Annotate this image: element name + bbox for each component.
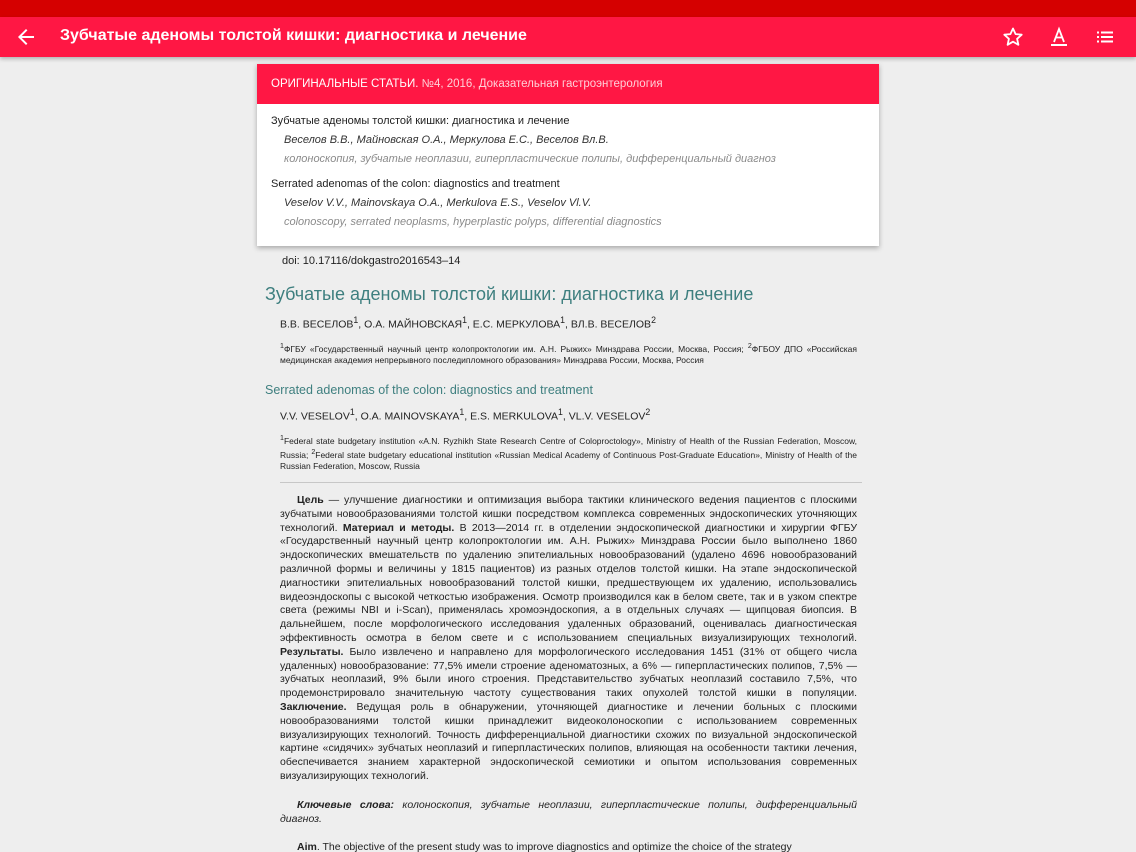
abstract-en-start: Aim. The objective of the present study was to improve diagnostics and optimize the choice of the strategy <box>297 841 792 852</box>
article-body <box>265 255 857 852</box>
en-affiliation: $^1$Federal state budgetary institution «A.N. Ryzhikh State Research Centre of Coloproctology», Ministry of Health of the Russian Federation, Moscow, Russia; $^2$Federal state budgetary educational institution «Russian Medical Academy of Continuous Post-Graduate Education», Ministry of Health of the Russian Federation, Moscow, Russia <box>280 433 857 472</box>
doi: doi: 10.17116/dokgastro2016543–14 <box>282 255 461 267</box>
en-title: Serrated adenomas of the colon: diagnostics and treatment <box>265 383 593 398</box>
card-header <box>257 64 879 104</box>
card-ru-keywords: колоноскопия, зубчатые неоплазии, гиперпластические полипы, дифференциальный диагноз <box>284 153 776 165</box>
card-body <box>257 104 879 228</box>
article-info-card <box>257 64 879 246</box>
font-icon[interactable] <box>1047 25 1071 49</box>
status-bar <box>0 0 1136 17</box>
app-bar-title: Зубчатые аденомы толстой кишки: диагностика и лечение <box>60 27 527 44</box>
list-icon[interactable] <box>1093 25 1117 49</box>
card-ru-authors: Веселов В.В., Майновская О.А., Меркулова Е.С., Веселов Вл.В. <box>284 134 609 146</box>
divider <box>280 482 862 483</box>
card-en-title: Serrated adenomas of the colon: diagnostics and treatment <box>271 178 560 190</box>
issue-label: №4, 2016, Доказательная гастроэнтерология <box>421 78 663 90</box>
keywords-ru: Ключевые слова: колоноскопия, зубчатые неоплазии, гиперпластические полипы, дифференциальный диагноз. <box>280 798 857 825</box>
article-scroll-area[interactable] <box>0 57 1136 852</box>
section-label: ОРИГИНАЛЬНЫЕ СТАТЬИ. <box>271 78 419 90</box>
ru-title: Зубчатые аденомы толстой кишки: диагностика и лечение <box>265 284 754 304</box>
card-en-keywords: colonoscopy, serrated neoplasms, hyperplastic polyps, differential diagnostics <box>284 216 662 228</box>
abstract-ru: Цель — улучшение диагностики и оптимизация выбора тактики клинического ведения пациентов с плоскими зубчатыми новообразованиями толстой кишки посредством комплекса современных эндоскопических уточняющих технологий. Материал и методы. В 2013—2014 гг. в отделении эндоскопической диагностики и хирургии ФГБУ «Государственный научный центр колопроктологии им. А.Н. Рыжих» Минздрава России было выполнено 1860 эндоскопических вмешательств по удалению эпителиальных новообразований (удалено 4696 новообразований различной формы и величины у 1815 пациентов) из разных отделов толстой кишки. На этапе эндоскопической диагностики эпителиальных новообразований толстой кишки, предшествующем их удалению, использовались видеоэндоскопы с высокой четкостью изображения. Осмотр производился как в белом свете, так и в узком спектре света (режимы NBI и i-Scan), применялась хромоэндоскопия, а в отдельных случаях — щипцовая биопсия. В дальнейшем, после морфологического исследования удаленных образований, оценивалась диагностическая эффективность осмотра в белом свете и с использованием специальных визуализирующих технологий. Результаты. Было извлечено и направлено для морфологического исследования 1451 (31% от общего числа удаленных) новообразование: 77,5% имели строение аденоматозных, а 6% — гиперпластических полипов, 7,5% — зубчатых неоплазий, 9% были иного строения. Представительство зубчатых неоплазий составило 7,5%, что продемонстрировало значительную частоту существования таких опухолей толстой кишки в популяции. Заключение. Ведущая роль в обнаружении, уточняющей диагностике и лечении больных с плоскими новообразованиями толстой кишки принадлежит видеоколоноскопии с использованием современных визуализирующих технологий. Точность дифференциальной диагностики схожих по визуальной эндоскопической картине «сидячих» зубчатых неоплазий и гиперпластических полипов, влияющая на особенности тактики лечения, обеспечивается знанием характерной эндоскопической семиотики и опытом использования современных визуализирующих технологий. <box>280 493 857 782</box>
star-icon[interactable] <box>1001 25 1025 49</box>
ru-authors: В.В. ВЕСЕЛОВ$^1$, О.А. МАЙНОВСКАЯ$^1$, Е.С. МЕРКУЛОВА$^1$, ВЛ.В. ВЕСЕЛОВ$^2$ <box>280 315 656 331</box>
card-en-authors: Veselov V.V., Mainovskaya O.A., Merkulova E.S., Veselov Vl.V. <box>284 197 592 209</box>
ru-affiliation: $^1$ФГБУ «Государственный научный центр колопроктологии им. А.Н. Рыжих» Минздрава России, Москва, Россия; $^2$ФГБОУ ДПО «Российская медицинская академия непрерывного последипломного образования» Минздрава России, Москва, Россия <box>280 341 857 365</box>
en-authors: V.V. VESELOV$^1$, O.A. MAINOVSKAYA$^1$, E.S. MERKULOVA$^1$, VL.V. VESELOV$^2$ <box>280 407 651 423</box>
arrow-left-icon[interactable] <box>14 25 38 49</box>
card-ru-title: Зубчатые аденомы толстой кишки: диагностика и лечение <box>271 115 570 127</box>
app-bar <box>0 17 1136 57</box>
